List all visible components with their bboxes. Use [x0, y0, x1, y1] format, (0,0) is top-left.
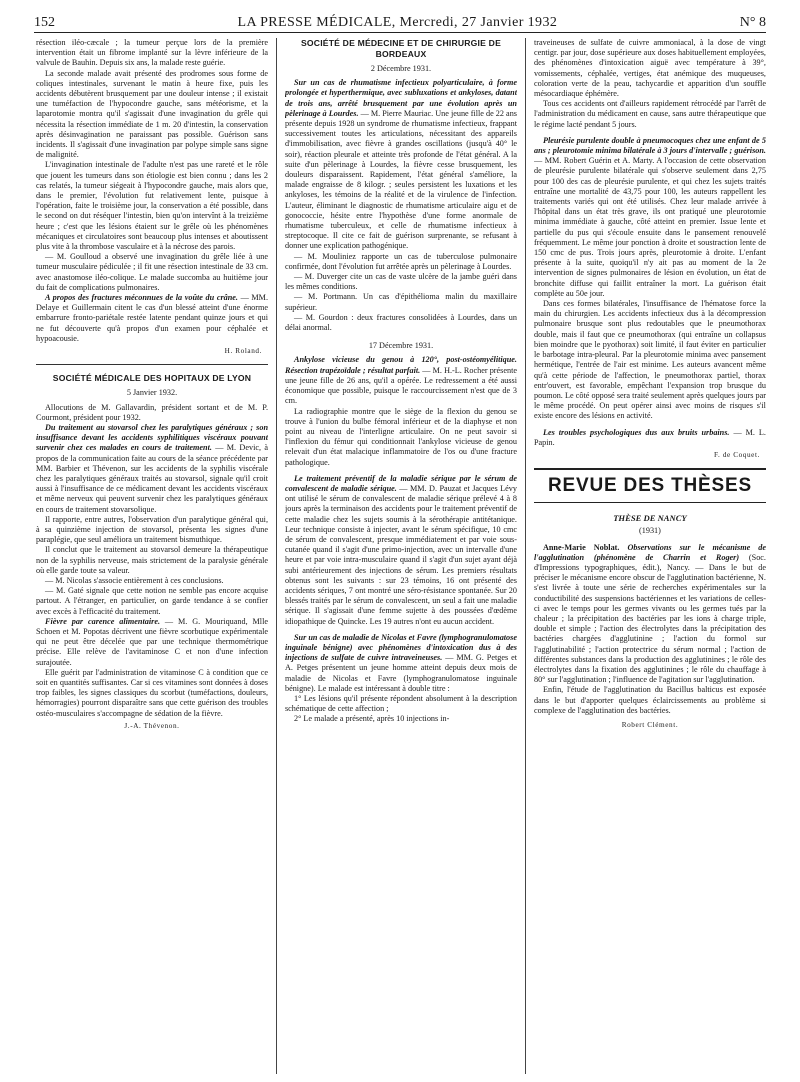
page-header: [34, 12, 766, 33]
article-title: A propos des fractures méconnues de la voûte du crâne.: [45, 293, 238, 303]
paragraph: [285, 633, 517, 694]
column-3: [534, 38, 766, 1074]
signature: J.-A. Thévenon.: [124, 721, 180, 730]
paragraph: — M. Nicolas s'associe entièrement à ces conclusions.: [45, 575, 224, 585]
section-heading: SOCIÉTÉ MÉDICALE DES HOPITAUX DE LYON: [52, 373, 252, 384]
paragraph: — M. Goulloud a observé une invagination du grêle liée à une tumeur musculaire pédiculée ; il fit une résection intestinale de 33 cm. avec anastomose iléo-colique. Le malade succomba au huitième jour du fait de complications pulmonaires.: [36, 252, 268, 292]
paragraph: Allocutions de M. Gallavardin, président sortant et de M. P. Courmont, président pour 1932.: [36, 402, 268, 422]
paragraph: — M. Gaté signale que cette notion ne semble pas encore acquise partout. A l'étranger, en particulier, on garde tendance à se confier avec excès à l'efficacité du traitement.: [36, 586, 268, 616]
thesis-university: THÈSE DE NANCY: [613, 513, 687, 524]
article-title: Ankylose vicieuse du genou à 120°, post-ostéomyélitique. Résection trapézoïdale ; résultat parfait.: [284, 355, 517, 375]
paragraph: [285, 78, 517, 251]
article-title: Du traitement au stovarsol chez les paralytiques généraux ; son insuffisance devant les accidents syphilitiques viscéraux pouvant survenir chez ces malades en cours de traitement.: [36, 422, 268, 453]
article-text: — MM. Robert Guérin et A. Marty. A l'occasion de cette observation de pleurésie purulente bilatérale qui s'observe seulement dans 2,75 pour 100 des cas de pleurésie purulente, et qui chez les sujets traités entraîne une mortalité de 43,75 pour 100, les auteurs rappellent les traitements variés qui ont été utilisés. Chez leur malade arrivée à l'hôpital dans un état très grave, ils ont pratiqué une pleurotomie minima immédiate à gauche, côté atteint en premier. Issue lente et partielle du pus qui s'écoule ensuite dans le pansement renouvelé fréquemment. Le même jour ponction à droite et soustraction lente de 150 cmc de pus. Trois jours après, pleurotomie à droite. L'enfant présente à la suite, quoiqu'il n'y ait pas au moment de la 2e intervention de signes pulmonaires de lésion en évolution, un état de bronchite diffuse qui faillit entraîner la mort. La guérison était complète au 50e jour.: [533, 156, 766, 298]
paragraph: [285, 474, 517, 627]
paragraph: — M. Portmann. Un cas d'épithélioma malin du maxillaire supérieur.: [284, 292, 517, 312]
thesis-title: Observations sur le mécanisme de l'agglutination (phénomène de Charrin et Roger): [533, 542, 766, 562]
section-date: 17 Décembre 1931.: [368, 341, 434, 351]
article-title: Les troubles psychologiques dus aux bruits urbains.: [542, 427, 730, 437]
paragraph: [534, 428, 766, 448]
article-text: — M. Pierre Mauriac. Une jeune fille de 22 ans présente depuis 1928 un syndrome de rhumatisme infectieux, frappant successivement toutes les articulations, nécessitant des appareils d'immobilisation, avec fièvre à grandes oscillations (jusqu'à 40° le soir), réaction pleurale et atteinte très profonde de l'état général. A la suite d'un pèlerinage à Lourdes, la fièvre cesse brusquement, les douleurs disparaissent. Rapidement, l'état général s'améliore, la malade engraisse de 8 kilogr. ; seules persistent les luxations et les ankyloses, les témoins de la réalité et de la virulence de l'infection. L'auteur, éliminant le diagnostic de rhumatisme articulaire aigu et de gonococcie, hésite entre l'hypothèse d'une forme anormale de rhumatisme tuberculeux, et celle de rhumatisme infectieux à streptocoque. Il cite ce fait de guérison surprenante, se refusant à donner une explication pathogénique.: [284, 108, 517, 251]
issue-number: N° 8: [739, 15, 766, 30]
paragraph: résection iléo-cæcale ; la tumeur perçue lors de la première intervention était un fibrome implanté sur la lèvre inférieure de la valvule de Bauhin. Depuis six ans, la malade reste guérie.: [36, 38, 268, 68]
page-number: 152: [34, 15, 55, 30]
article-text: — MM. G. Petges et A. Petges présentent un jeune homme atteint depuis deux mois de maladie de Nicolas et Favre (lymphogranulomatose inguinale bénigne). Le malade est intéressant à double titre :: [284, 653, 517, 693]
column-1: [36, 38, 268, 1074]
article-title: Pleurésie purulente double à pneumocoques chez une enfant de 5 ans ; pleurotomie minima bilatérale à 3 jours d'intervalle ; guérison.: [533, 135, 766, 156]
paragraph: [534, 136, 766, 299]
article-title: Fièvre par carence alimentaire.: [45, 616, 160, 626]
divider: [36, 364, 268, 365]
paragraph: 1° Les lésions qu'il présente répondent absolument à la description schématique de cette affection ;: [284, 693, 517, 714]
article-text: — MM. D. Pauzat et Jacques Lévy ont utilisé le sérum de convalescent de maladie sérique prélevé 4 à 8 jours après la terminaison des accidents pour le traitement préventif de cette maladie chez les sujets soumis à la sérothérapie antitétanique. Leur technique consiste à injecter, avant le sérum spécifique, 10 cmc de sérum de convalescent, presque immédiatement et par voie sous-cutanée quand il s'agit d'une primo-injection, avec un intervalle d'une heure et par voie intra-musculaire quand il s'agit d'un sujet ayant déjà subi antérieurement des injections de sérum. Les premiers résultats obtenus sont les suivants : sur 23 témoins, 16 ont présenté des accidents sériques, 7 ont montré une séro-résistance spontanée. Sur 20 blessés traités par le sérum de convalescent, un seul a fait une maladie sérique. Il s'agissait d'une femme sujette à des poussées d'œdème idiopathique de Quincke. Les 19 autres n'ont eu aucun accident.: [284, 483, 517, 626]
paragraph: [36, 293, 268, 344]
paragraph: Il conclut que le traitement au stovarsol demeure la thérapeutique non de la syphilis nerveuse, mais strictement de la paralysie générale où elle garde toute sa valeur.: [36, 545, 268, 575]
thesis-year: (1931): [639, 526, 661, 536]
signature: Robert Clément.: [621, 720, 679, 729]
paragraph: [534, 543, 766, 686]
paragraph: traveineuses de sulfate de cuivre ammoniacal, à la dose de vingt centigr. par jour, dose supérieure aux doses habituellement employées, des phénomènes d'intoxication aiguë avec température à 39°, vomissements, céphalée, vertiges, état anémique des muqueuses, coloration verte de la peau, tachycardie et apparition d'un souffle mésocardiaque éphémère.: [533, 38, 766, 99]
section-date: 5 Janvier 1932.: [126, 388, 178, 398]
paragraph: L'invagination intestinale de l'adulte n'est pas une rareté et le rôle que jouent les tumeurs dans son étiologie est bien connu ; dans les 2 cas relatés, la tumeur siégeait à l'hypocondre gauche, mais alors que, dans le premier, l'évolution fut relativement lente, puisque à l'opération, faite le troisième jour, la conservation a été possible, dans le second on dut réséquer l'intestin, bien qu'on intervînt à la treizième heure ; c'est que les lésions étaient sur le grêle où les phénomènes mécaniques et circulatoires sont beaucoup plus intenses et aboutissent plus vite à la thrombose vasculaire et à la nécrose des parois.: [36, 160, 268, 252]
theses-review-title: REVUE DES THÈSES: [534, 468, 766, 503]
paragraph: La seconde malade avait présenté des prodromes sous forme de coliques intestinales, survenant le matin à heure fixe, puis les accidents débutèrent brusquement par une douleur intense ; il existait une tuméfaction de l'hypocondre gauche, sans météorisme, et la laparotomie montra qu'il s'agissait d'une invagination du grêle qui nécessita la résection immédiate de 1 m. 20 d'intestin, la conservation après désinvagination ne paraissant pas possible. Guérison sans incidents. Il s'agissait d'une invagination par polype simple sans signe de malignité.: [36, 68, 268, 160]
paragraph: [285, 355, 517, 406]
paragraph: Dans ces formes bilatérales, l'insuffisance de l'hématose force la main du chirurgien. Les accidents infectieux dus à la décompression pulmonaire brusque sont plus redoutables que le pneumothorax double, mais il faut que ce pneumothorax (qui entraîne un collapsus bien moindre que le pyothorax) soit limité, il faut éviter en particulier le barbotage intra-pleural. Par la pleurotomie minima avec pansement hermétique, l'entrée de l'air est minime. Les auteurs avancent même qu'à cette période de l'affection, le pneumothorax partiel, thorax entr'ouvert, est favorable, empêchant l'expansion trop brusque du poumon. Le côté opposé sera traité seulement après quelques jours par le même procédé. On peut opérer ainsi avec moins de risques s'il existe encore des lésions en activité.: [533, 299, 766, 421]
signature: H. Roland.: [224, 347, 262, 356]
paragraph: [36, 617, 268, 668]
section-heading: SOCIÉTÉ DE MÉDECINE ET DE CHIRURGIE DE BORDEAUX: [300, 38, 501, 59]
paragraph: Tous ces accidents ont d'ailleurs rapidement rétrocédé par l'arrêt de l'administration du médicament en cause, sans autre thérapeutique que le régime lacté pendant 5 jours.: [533, 99, 766, 129]
section-date: 2 Décembre 1931.: [370, 64, 432, 73]
paragraph: [36, 423, 268, 515]
column-rule: [276, 38, 277, 1074]
paragraph: — M. Gourdon : deux fractures consolidées à Lourdes, dans un délai anormal.: [284, 312, 517, 333]
article-title: Sur un cas de maladie de Nicolas et Favre (lymphogranulomatose inguinale bénigne) avec phénomènes d'intoxication dus à des injections de sulfate de cuivre intraveineuses.: [284, 632, 517, 663]
article-text: — M. G. Mouriquand, Mlle Schoen et M. Popotas décrivent une fièvre scorbutique expérimentale qui ne peut être décelée que par une technique thermométrique précise. Elle relève de l'avitaminose C et non d'une infection surajoutée.: [36, 616, 268, 667]
paragraph: La radiographie montre que le siège de la flexion du genou se trouve à l'union du bulbe fémoral inférieur et de la diaphyse et non point au niveau de l'interligne articulaire. On ne peut savoir si l'inflexion du fémur qui conditionnait l'ankylose vicieuse de genou relevait d'un état malacique inflammatoire de l'os ou d'une fracture pathologique.: [284, 406, 517, 467]
columns: [36, 38, 766, 1074]
article-title: Sur un cas de rhumatisme infectieux polyarticulaire, à forme prolongée et hyperthermique, avec subluxations et ankyloses, datant de trois ans, arrêté brusquement par une évolution après un pèlerinage à Lourdes.: [284, 78, 517, 118]
paragraph: Elle guérit par l'administration de vitaminose C à condition que ce soit en quantités suffisantes. Car si ces vitamines sont données à doses trop faibles, les signes classiques du scorbut (tuméfactions, douleurs, hémorragies) pourront disparaître sans que cette guérison des troubles ostéo-musculaires s'accompagne de sédation de la fièvre.: [36, 667, 268, 718]
article-text: — MM. Delaye et Guillermain citent le cas d'un blessé atteint d'une énorme embarrure fronto-pariétale restée latente pendant quinze jours et qui ne fut découverte qu'à propos d'un examen pour céphalée et hypoacousie.: [36, 293, 268, 343]
article-text: — M. L. Papin.: [533, 427, 766, 447]
article-title: Le traitement préventif de la maladie sérique par le sérum de convalescent de maladie sérique.: [284, 473, 517, 493]
article-text: (Soc. d'Impressions typographiques, édit.), Nancy. — Dans le but de préciser le mécanisme encore obscur de l'agglutination bactérienne, N. s'est livrée à toute une série de recherches expérimentales sur la conductibilité des suspensions bactériennes et les variations de celles-ci avec le temps pour les germes vivants ou les germes tués par la chaleur ; la précipitation des bactéries par les ions à charge triple, double et simple ; l'action des électrolytes dans la précipitation des bactéries chargées d'agglutinine ; l'action du formol sur l'agglutinabilité ; l'action protectrice du sérum normal ; l'action de différentes substances dans la production des agglutinines ; le rôle des électrolytes dans la fixation des agglutinines ; le rôle du chauffage à 80° sur l'agglutination ; l'influence de l'agitation sur l'agglutination.: [533, 552, 766, 685]
paragraph: 2° Le malade a présenté, après 10 injections in-: [293, 714, 450, 724]
article-text: — M. H.-L. Rocher présente une jeune fille de 26 ans, qu'il a opérée. Le redressement a été aussi économique que possible, puisque le raccourcissement n'est que de 3 cm.: [284, 365, 517, 406]
journal-title: LA PRESSE MÉDICALE, Mercredi, 27 Janvier 1932: [237, 15, 558, 30]
article-text: — M. Devic, à propos de la communication faite au cours de la séance précédente par MM. Barbier et Thévenon, sur les accidents de la syphilis viscérale chez les paralytiques généraux traités au stovarsol, signale qu'il croit aussi à l'insuffisance de ce médicament devant les accidents viscéraux et même nerveux qui peuvent survenir chez les paralytiques généraux en cours de traitement stovarsolique.: [36, 443, 268, 514]
column-2: [285, 38, 517, 1074]
paragraph: — M. Duverger cite un cas de vaste ulcère de la jambe guéri dans les mêmes conditions.: [284, 272, 517, 292]
column-rule: [525, 38, 526, 1074]
signature: F. de Coquet.: [714, 450, 760, 459]
paragraph: Enfin, l'étude de l'agglutination du Bacillus balticus est exposée dans le but d'apporter quelques éclaircissements au problème si complexe de l'agglutination des bactéries.: [533, 685, 766, 715]
paragraph: Il rapporte, entre autres, l'observation d'un paralytique général qui, à sa quinzième injection de stovarsol, présenta les signes d'une paraplégie, que seul améliora un traitement bismuthique.: [36, 514, 268, 545]
thesis-author: Anne-Marie Noblat.: [542, 542, 620, 552]
paragraph: — M. Mouliniez rapporte un cas de tuberculose pulmonaire confirmée, dont l'évolution fut arrêtée après un pèlerinage à Lourdes.: [284, 251, 517, 271]
